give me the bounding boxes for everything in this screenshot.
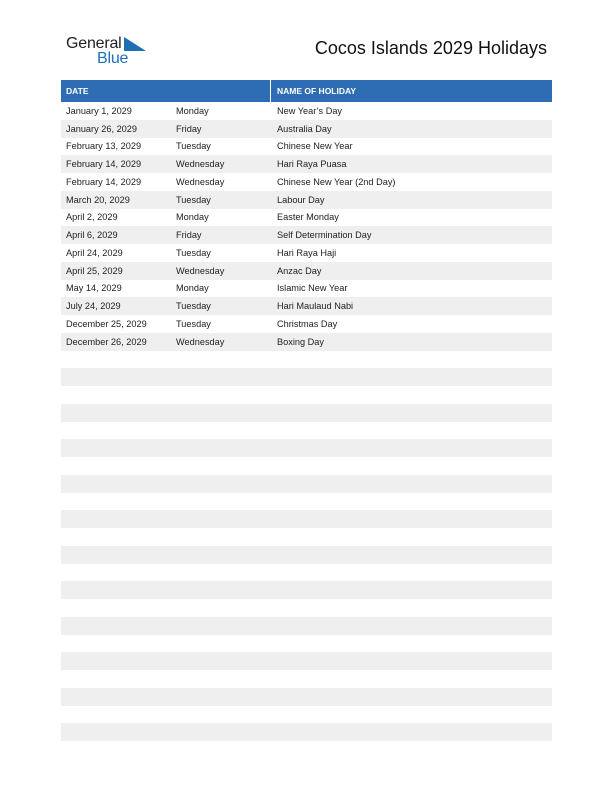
holiday-weekday: Tuesday xyxy=(176,141,211,152)
holiday-date: April 2, 2029 xyxy=(66,212,118,223)
table-row xyxy=(61,102,552,120)
column-header-holiday-name: NAME OF HOLIDAY xyxy=(277,86,357,96)
table-row xyxy=(61,670,552,688)
holiday-weekday: Tuesday xyxy=(176,301,211,312)
holiday-date: December 26, 2029 xyxy=(66,336,147,347)
generalblue-logo xyxy=(66,33,156,69)
holiday-weekday: Friday xyxy=(176,123,202,134)
table-row xyxy=(61,226,552,244)
holiday-date: July 24, 2029 xyxy=(66,301,121,312)
holiday-date: February 14, 2029 xyxy=(66,159,142,170)
table-row xyxy=(61,244,552,262)
holiday-weekday: Wednesday xyxy=(176,265,225,276)
holiday-weekday: Monday xyxy=(176,105,209,116)
holiday-name: Hari Maulaud Nabi xyxy=(277,301,354,312)
table-row xyxy=(61,333,552,351)
table-row xyxy=(61,564,552,582)
holiday-weekday: Wednesday xyxy=(176,176,225,187)
table-row xyxy=(61,155,552,173)
holiday-date: January 26, 2029 xyxy=(66,123,138,134)
table-row xyxy=(61,280,552,298)
table-row xyxy=(61,652,552,670)
table-row xyxy=(61,209,552,227)
holiday-date: April 25, 2029 xyxy=(66,265,123,276)
table-row xyxy=(61,457,552,475)
holiday-name: Labour Day xyxy=(277,194,325,205)
table-row xyxy=(61,297,552,315)
holiday-name: Hari Raya Haji xyxy=(277,247,337,258)
holiday-name: Islamic New Year xyxy=(277,283,348,294)
table-row xyxy=(61,120,552,138)
holiday-name: Australia Day xyxy=(277,123,332,134)
holiday-date: May 14, 2029 xyxy=(66,283,122,294)
table-row xyxy=(61,723,552,741)
table-row xyxy=(61,315,552,333)
holiday-name: Anzac Day xyxy=(277,265,322,276)
holiday-date: February 13, 2029 xyxy=(66,141,142,152)
table-row xyxy=(61,404,552,422)
holiday-date: April 6, 2029 xyxy=(66,230,118,241)
holiday-weekday: Tuesday xyxy=(176,247,211,258)
column-header-date: DATE xyxy=(61,80,271,102)
table-row xyxy=(61,475,552,493)
table-row xyxy=(61,741,552,759)
table-row xyxy=(61,688,552,706)
holiday-weekday: Wednesday xyxy=(176,336,225,347)
table-row xyxy=(61,581,552,599)
holiday-weekday: Friday xyxy=(176,230,202,241)
table-row xyxy=(61,191,552,209)
page-title: Cocos Islands 2029 Holidays xyxy=(314,38,547,58)
holiday-name: Self Determination Day xyxy=(277,230,372,241)
holiday-name: Hari Raya Puasa xyxy=(277,159,347,170)
holiday-table xyxy=(61,80,552,759)
holiday-name: Boxing Day xyxy=(277,336,324,347)
table-row xyxy=(61,510,552,528)
table-row xyxy=(61,351,552,369)
table-row xyxy=(61,386,552,404)
table-row xyxy=(61,493,552,511)
logo-triangle-icon xyxy=(124,37,146,51)
table-row xyxy=(61,528,552,546)
table-row xyxy=(61,368,552,386)
holiday-date: April 24, 2029 xyxy=(66,247,123,258)
holiday-weekday: Wednesday xyxy=(176,159,225,170)
table-header xyxy=(61,80,552,102)
holiday-date: February 14, 2029 xyxy=(66,176,142,187)
table-body xyxy=(61,102,552,759)
logo-text-blue: Blue xyxy=(97,50,129,67)
logo-text-general: General xyxy=(66,35,122,52)
table-row xyxy=(61,422,552,440)
holiday-name: Chinese New Year xyxy=(277,141,353,152)
holiday-date: January 1, 2029 xyxy=(66,105,132,116)
holiday-weekday: Monday xyxy=(176,283,209,294)
table-row xyxy=(61,546,552,564)
holiday-weekday: Tuesday xyxy=(176,318,211,329)
table-row xyxy=(61,706,552,724)
holiday-weekday: Tuesday xyxy=(176,194,211,205)
holiday-name: Christmas Day xyxy=(277,318,338,329)
table-row xyxy=(61,173,552,191)
holiday-name: Easter Monday xyxy=(277,212,339,223)
holiday-weekday: Monday xyxy=(176,212,209,223)
holiday-name: New Year’s Day xyxy=(277,105,343,116)
table-row xyxy=(61,262,552,280)
table-row xyxy=(61,599,552,617)
table-row xyxy=(61,138,552,156)
holiday-date: December 25, 2029 xyxy=(66,318,147,329)
table-row xyxy=(61,617,552,635)
holiday-name: Chinese New Year (2nd Day) xyxy=(277,176,396,187)
table-row xyxy=(61,439,552,457)
holiday-date: March 20, 2029 xyxy=(66,194,130,205)
table-row xyxy=(61,635,552,653)
